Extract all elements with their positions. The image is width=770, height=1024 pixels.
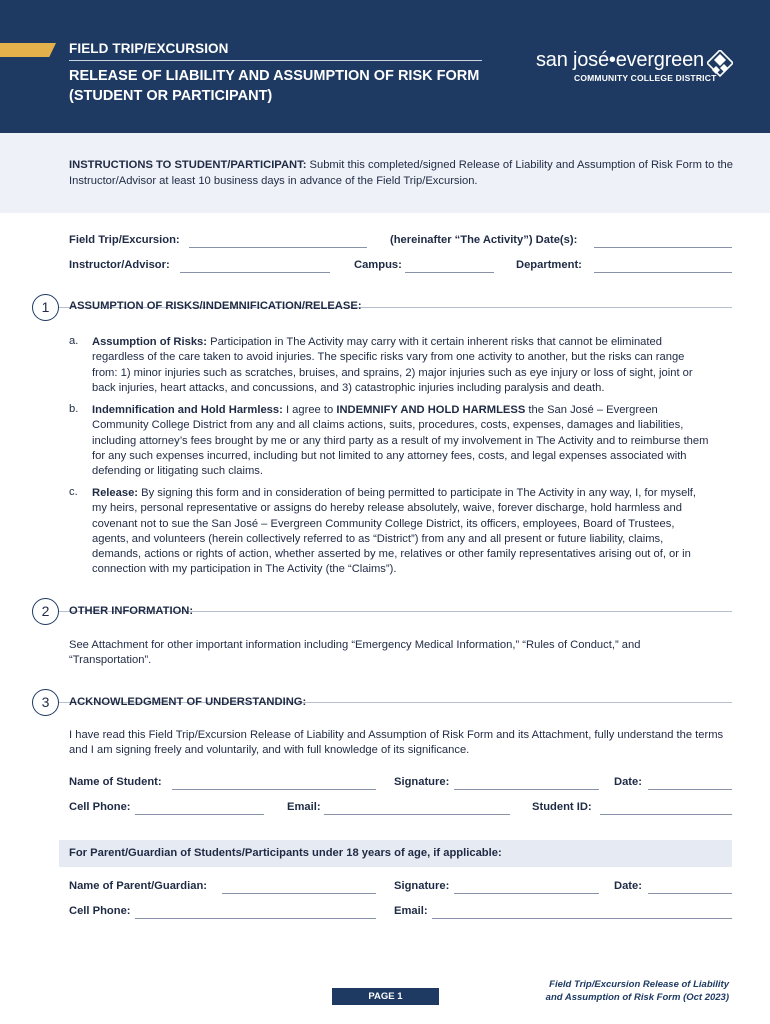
item-a-text: Participation in The Activity may carry with it certain inherent risks that cannot be eliminated regardless of the care taken to avoid injuries. The specific risks vary from one activity to another, but the risks can range from: 1) minor injuries such as scratches, bruises, and sprains, 2) major injuries such as eye injury or loss of sight, joint or back injuries, heart attacks, and concussions, and 3) catastrophic injuries including paralysis and death. (92, 336, 693, 394)
section3-text: I have read this Field Trip/Excursion Release of Liability and Assumption of Risk Form and its Attachment, fully understand the terms and I am signing freely and voluntarily, and with full knowledge of its significance. (69, 729, 724, 757)
student-email-input[interactable] (324, 814, 510, 815)
section1-title: ASSUMPTION OF RISKS/INDEMNIFICATION/RELEASE: (69, 300, 362, 312)
item-b-letter: b. (69, 403, 79, 415)
student-name-label: Name of Student: (69, 776, 162, 788)
guardian-signature-label: Signature: (394, 880, 450, 892)
section1-number: 1 (32, 294, 59, 321)
guardian-name-input[interactable] (222, 893, 376, 894)
item-b-text2: the San José – Evergreen Community College District from any and all claims actions, suits, procedures, costs, expenses, damages and liabilities, including attorney’s fees brought by me or any third party as a result of my involvement in The Activity and to reimburse them for any such expenses incurred, including but not limited to any attorney fees, costs, and legal expenses associated with defending or litigating such claims. (92, 404, 709, 478)
department-input[interactable] (594, 272, 732, 273)
item-a-heading: Assumption of Risks: (92, 336, 207, 348)
campus-label: Campus: (354, 259, 402, 271)
district-logo (536, 50, 716, 83)
item-b-emphasis: INDEMNIFY AND HOLD HARMLESS (336, 404, 526, 416)
campus-input[interactable] (405, 272, 494, 273)
guardian-cell-input[interactable] (135, 918, 376, 919)
guardian-heading: For Parent/Guardian of Students/Participants under 18 years of age, if applicable: (69, 847, 502, 859)
item-b-heading: Indemnification and Hold Harmless: (92, 404, 283, 416)
student-id-label: Student ID: (532, 801, 592, 813)
student-cell-input[interactable] (135, 814, 264, 815)
item-a-paragraph (92, 335, 712, 396)
instructions-label: INSTRUCTIONS TO STUDENT/PARTICIPANT: (69, 159, 307, 171)
student-date-label: Date: (614, 776, 642, 788)
student-name-input[interactable] (172, 789, 376, 790)
student-id-input[interactable] (600, 814, 732, 815)
section2-number: 2 (32, 598, 59, 625)
guardian-date-label: Date: (614, 880, 642, 892)
section3-title: ACKNOWLEDGMENT OF UNDERSTANDING: (69, 696, 307, 708)
guardian-date-input[interactable] (648, 893, 732, 894)
footer-form-title (500, 978, 729, 1004)
guardian-name-label: Name of Parent/Guardian: (69, 880, 208, 892)
item-b-text1: I agree to (282, 404, 337, 416)
item-c-letter: c. (69, 486, 78, 498)
student-signature-label: Signature: (394, 776, 450, 788)
form-title-line2: (STUDENT OR PARTICIPANT) (69, 88, 273, 104)
page-number: PAGE 1 (332, 988, 439, 1005)
logo-name: san josé•evergreen (536, 49, 704, 71)
student-date-input[interactable] (648, 789, 732, 790)
item-c-paragraph (92, 486, 712, 578)
section3-number: 3 (32, 689, 59, 716)
guardian-cell-label: Cell Phone: (69, 905, 131, 917)
guardian-signature-input[interactable] (454, 893, 599, 894)
footer-title-line1: Field Trip/Excursion Release of Liability (549, 979, 729, 990)
guardian-heading-bar (59, 840, 732, 867)
instructor-label: Instructor/Advisor: (69, 259, 170, 271)
instructions-text (69, 158, 734, 189)
instructor-input[interactable] (180, 272, 330, 273)
guardian-email-input[interactable] (432, 918, 732, 919)
logo-mark-icon (707, 50, 733, 78)
field-trip-input[interactable] (189, 247, 367, 248)
form-title (69, 66, 479, 106)
item-c-heading: Release: (92, 487, 139, 499)
student-signature-input[interactable] (454, 789, 599, 790)
page-header (0, 0, 770, 133)
department-label: Department: (516, 259, 582, 271)
field-trip-label: Field Trip/Excursion: (69, 234, 180, 246)
form-title-line1: RELEASE OF LIABILITY AND ASSUMPTION OF RISK FORM (69, 68, 480, 84)
item-c-text: By signing this form and in consideration of being permitted to participate in The Activity in any way, I, for myself, my heirs, personal representative or assigns do hereby release absolutely, waive, forever discharge, hold harmless and covenant not to sue the San José – Evergreen Community College District, its officers, employees, Board of Trustees, agents, and volunteers (herein collectively referred to as “District”) from any and all present or future liability, claims, demands, actions or rights of action, whether asserted by me, relatives or other family representatives arising out of, or in connection with my participation in The Activity (the “Claims”). (92, 487, 697, 576)
logo-subtitle: COMMUNITY COLLEGE DISTRICT (574, 73, 717, 83)
section2-text: See Attachment for other important information including “Emergency Medical Information,” “Rules of Conduct,” and “Transportation”. (69, 639, 641, 667)
student-email-label: Email: (287, 801, 321, 813)
instructions-panel (0, 133, 770, 213)
dates-label: (hereinafter “The Activity”) Date(s): (390, 234, 578, 246)
item-a-letter: a. (69, 335, 79, 347)
item-b-paragraph (92, 403, 712, 479)
header-kicker: FIELD TRIP/EXCURSION (69, 41, 229, 56)
header-divider (69, 60, 482, 61)
section2-title: OTHER INFORMATION: (69, 605, 194, 617)
guardian-email-label: Email: (394, 905, 428, 917)
instructions-body: Submit this completed/signed Release of Liability and Assumption of Risk Form to the Instructor/Advisor at least 10 business days in advance of the Field Trip/Excursion. (69, 159, 733, 187)
header-accent-stripe (0, 43, 56, 57)
dates-input[interactable] (594, 247, 732, 248)
student-cell-label: Cell Phone: (69, 801, 131, 813)
footer-title-line2: and Assumption of Risk Form (Oct 2023) (545, 992, 729, 1003)
